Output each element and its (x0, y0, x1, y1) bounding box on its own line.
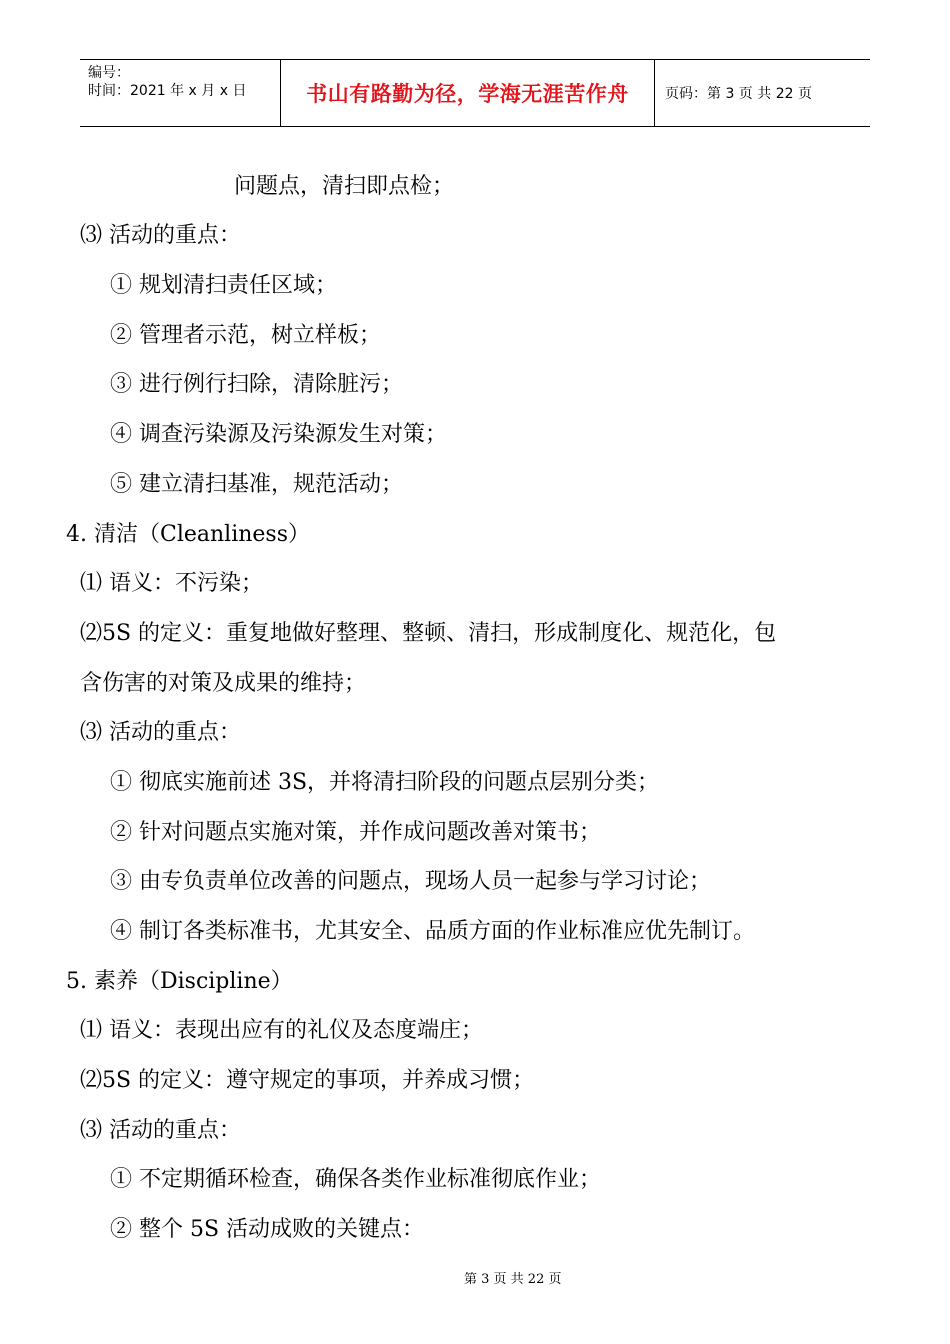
body-line: ② 针对问题点实施对策，并作成问题改善对策书； (110, 820, 601, 845)
body-line: ④ 制订各类标准书，尤其安全、品质方面的作业标准应优先制订。 (110, 919, 755, 944)
body-line: ① 规划清扫责任区域； (110, 273, 337, 298)
time-label: 时间：2021 年 x 月 x 日 (88, 83, 247, 99)
body-line: ⑶ 活动的重点： (80, 1118, 241, 1143)
header-motto: 书山有路勤为径，学海无涯苦作舟 (281, 60, 655, 126)
body-line: 问题点，清扫即点检； (234, 174, 455, 199)
header-page-info: 页码：第 3 页 共 22 页 (665, 86, 812, 102)
body-line: ⑴ 语义：表现出应有的礼仪及态度端庄； (80, 1018, 483, 1043)
body-line: ⑵5S 的定义：遵守规定的事项，并养成习惯； (80, 1068, 535, 1093)
section-heading: 5. 素养（Discipline） (66, 969, 293, 994)
body-line: ② 管理者示范，树立样板； (110, 323, 381, 348)
header-meta (80, 60, 281, 126)
body-line: ① 不定期循环检查，确保各类作业标准彻底作业； (110, 1167, 601, 1192)
body-line: ⑶ 活动的重点： (80, 720, 241, 745)
body-line: ② 整个 5S 活动成败的关键点： (110, 1217, 425, 1242)
number-label: 编号： (88, 65, 130, 81)
body-line: ⑴ 语义：不污染； (80, 571, 263, 596)
section-heading: 4. 清洁（Cleanliness） (66, 522, 310, 547)
page-header (80, 59, 870, 127)
body-line: ⑤ 建立清扫基准，规范活动； (110, 472, 403, 497)
body-line: ⑵5S 的定义：重复地做好整理、整顿、清扫，形成制度化、规范化，包 (80, 621, 777, 646)
body-line: ① 彻底实施前述 3S，并将清扫阶段的问题点层别分类； (110, 770, 660, 795)
body-line: ③ 由专负责单位改善的问题点，现场人员一起参与学习讨论； (110, 869, 711, 894)
page-footer: 第 3 页 共 22 页 (464, 1272, 562, 1287)
body-line: ⑶ 活动的重点： (80, 223, 241, 248)
body-line: ④ 调查污染源及污染源发生对策； (110, 422, 447, 447)
body-line: ③ 进行例行扫除，清除脏污； (110, 372, 403, 397)
body-line: 含伤害的对策及成果的维持； (80, 671, 367, 696)
